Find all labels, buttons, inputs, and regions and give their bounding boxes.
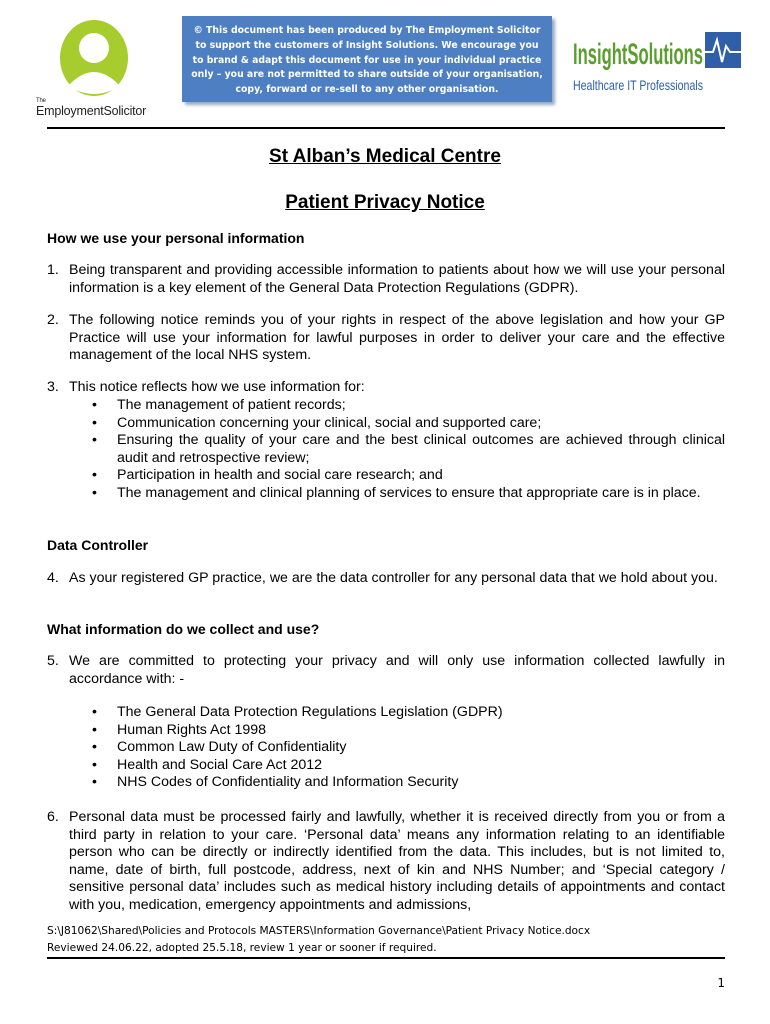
- list-item: • NHS Codes of Confidentiality and Information Security: [47, 774, 725, 792]
- paragraph-3-number: 3.: [47, 379, 59, 395]
- insight-solutions-logo: [573, 28, 743, 98]
- header-divider: [47, 127, 725, 129]
- paragraph-5-number: 5.: [47, 653, 59, 669]
- list-item: • The management of patient records;: [47, 397, 725, 415]
- usage-bullet-list: [47, 397, 725, 503]
- paragraph-5-text: We are committed to protecting your privacy and will only use information collected lawfully in accordance with: -: [69, 653, 725, 687]
- document-footer: [47, 923, 725, 957]
- copyright-notice-box: [182, 16, 552, 102]
- heading-what-information: What information do we collect and use?: [47, 621, 320, 637]
- notice-title: Patient Privacy Notice: [285, 192, 485, 213]
- list-item: • Human Rights Act 1998: [47, 722, 725, 740]
- list-item: • Communication concerning your clinical, social and supported care;: [47, 415, 725, 433]
- insight-logo-sub-text: Healthcare IT Professionals: [573, 77, 703, 93]
- footer-file-path: S:\J81062\Shared\Policies and Protocols MASTERS\Information Governance\Patient Privacy Notice.docx: [47, 925, 591, 937]
- paragraph-5: [47, 653, 725, 688]
- paragraph-2-number: 2.: [47, 312, 59, 328]
- paragraph-3: [47, 379, 725, 397]
- paragraph-2-text: The following notice reminds you of your rights in respect of the above legislation and how your GP Practice will use your information for lawful purposes in order to deliver your care and the effective management of the local NHS system.: [69, 312, 725, 364]
- paragraph-1-number: 1.: [47, 262, 59, 278]
- paragraph-2: [47, 312, 725, 365]
- paragraph-1-text: Being transparent and providing accessible information to patients about how we will use your personal information is a key element of the General Data Protection Regulations (GDPR).: [69, 262, 725, 296]
- page-number: 1: [717, 976, 725, 990]
- person-icon: [30, 18, 160, 106]
- paragraph-6: [47, 809, 725, 915]
- list-item: • The General Data Protection Regulations Legislation (GDPR): [47, 704, 725, 722]
- logo-brand-text: EmploymentSolicitor: [36, 104, 147, 118]
- list-item: • Common Law Duty of Confidentiality: [47, 739, 725, 757]
- employment-solicitor-logo: [30, 18, 160, 123]
- paragraph-4: [47, 570, 725, 588]
- footer-review-note: Reviewed 24.06.22, adopted 25.5.18, review 1 year or sooner if required.: [47, 942, 437, 954]
- list-item: • Participation in health and social care research; and: [47, 467, 725, 485]
- heading-how-we-use: How we use your personal information: [47, 230, 305, 246]
- logo-small-text: The: [36, 98, 46, 104]
- paragraph-1: [47, 262, 725, 297]
- insight-logo-graphic: [573, 28, 743, 98]
- paragraph-4-number: 4.: [47, 570, 59, 586]
- paragraph-3-text: This notice reflects how we use information for:: [69, 379, 365, 395]
- legislation-bullet-list: [47, 704, 725, 792]
- paragraph-6-text: Personal data must be processed fairly and lawfully, whether it is received directly from you or from a third party in relation to your care. ‘Personal data’ means any information relating to an identifiable person who can be directly or indirectly identified from the data. This includes, but is not limited to, name, date of birth, full postcode, address, next of kin and NHS Number; and ‘Special category / sensitive personal data’ includes such as medical history including details of appointments and contact with you, medication, emergency appointments and admissions,: [69, 809, 725, 913]
- list-item: • Ensuring the quality of your care and the best clinical outcomes are achieved through clinical audit and retrospective review;: [47, 432, 725, 467]
- heading-data-controller: Data Controller: [47, 537, 149, 553]
- centre-title: St Alban’s Medical Centre: [269, 146, 501, 167]
- paragraph-6-number: 6.: [47, 809, 59, 825]
- footer-divider: [47, 957, 725, 959]
- list-item: • Health and Social Care Act 2012: [47, 757, 725, 775]
- insight-logo-main-text: InsightSolutions: [573, 38, 703, 71]
- copyright-notice-text: © This document has been produced by The Employment Solicitor to support the customers of Insight Solutions. We encourage you to brand & adapt this document for use in your individual practice only – you are not permitted to share outside of your organisation, copy, forward or re-sell to any other organisation.: [191, 25, 543, 96]
- paragraph-4-text: As your registered GP practice, we are the data controller for any personal data that we hold about you.: [69, 570, 718, 586]
- list-item: • The management and clinical planning of services to ensure that appropriate care is in place.: [47, 485, 725, 503]
